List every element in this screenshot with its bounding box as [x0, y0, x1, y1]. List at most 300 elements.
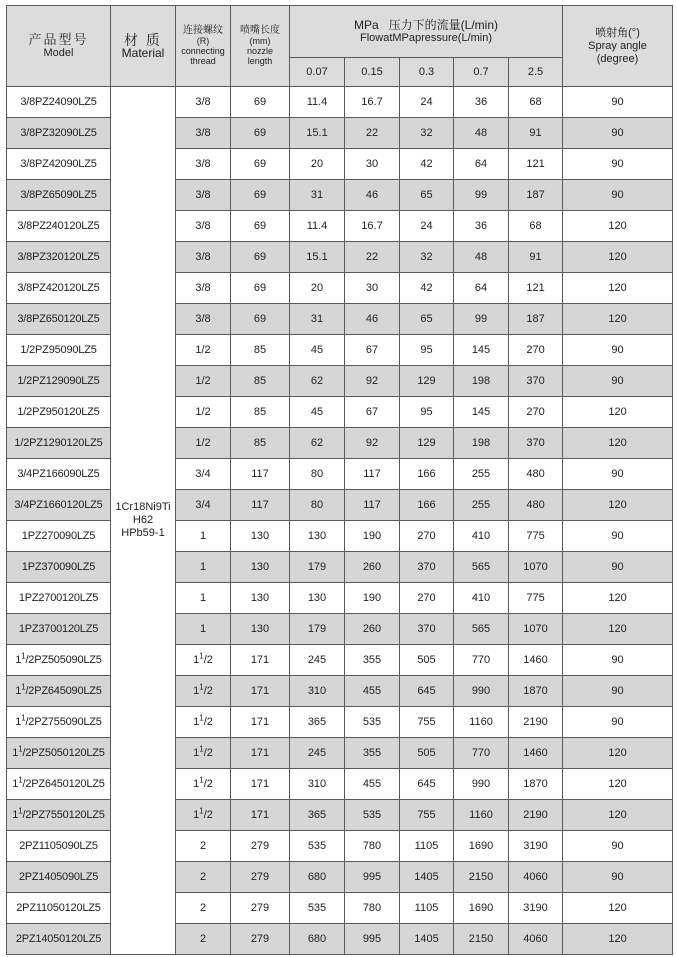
cell-flow [454, 180, 509, 211]
thread-whole: 2 [199, 839, 207, 852]
cell-flow [345, 459, 400, 490]
table-row [7, 490, 673, 521]
length-value: 85 [253, 405, 267, 418]
cell-flow [345, 180, 400, 211]
cell-thread [176, 273, 231, 304]
cell-angle [563, 149, 673, 180]
header-material-en: Material [121, 45, 165, 60]
length-value: 117 [251, 467, 269, 480]
length-value: 171 [250, 808, 270, 821]
cell-flow [454, 242, 509, 273]
length-value: 69 [253, 250, 267, 263]
cell-thread [176, 428, 231, 459]
flow-value: 92 [365, 436, 379, 449]
cell-angle [563, 242, 673, 273]
flow-value: 1405 [414, 932, 439, 945]
cell-flow [454, 335, 509, 366]
flow-value: 11.4 [306, 219, 328, 232]
cell-length [231, 924, 290, 955]
model-code: 3/8PZ420120LZ5 [17, 281, 100, 294]
cell-flow [400, 242, 454, 273]
flow-value: 166 [417, 498, 436, 511]
angle-value: 120 [608, 498, 627, 511]
flow-value: 310 [307, 684, 327, 697]
cell-flow [345, 893, 400, 924]
model-code: 3/8PZ65090LZ5 [20, 188, 97, 201]
header-pressure: 2.5 [509, 58, 563, 87]
flow-value: 48 [474, 250, 488, 263]
cell-length [231, 800, 290, 831]
thread-whole: 3/8 [195, 95, 211, 108]
flow-value: 270 [526, 343, 545, 356]
model-code: 1PZ2700120LZ5 [18, 591, 99, 604]
thread-whole: 3/8 [195, 157, 211, 170]
cell-flow [290, 459, 345, 490]
model-code: 1/2PZ950120LZ5 [17, 405, 100, 418]
cell-flow [509, 676, 563, 707]
cell-thread [176, 738, 231, 769]
cell-flow [509, 893, 563, 924]
header-flow [290, 6, 563, 58]
table-body [7, 87, 673, 955]
header-thread-cn: 连接螺纹 [183, 25, 223, 36]
thread-whole: 3/8 [195, 250, 211, 263]
flow-value: 129 [417, 374, 436, 387]
cell-flow [509, 428, 563, 459]
header-angle-en2: (degree) [596, 52, 639, 65]
flow-value: 42 [420, 281, 433, 294]
cell-flow [509, 180, 563, 211]
cell-flow [454, 211, 509, 242]
cell-model [7, 893, 111, 924]
flow-value: 245 [307, 746, 327, 759]
flow-value: 565 [471, 622, 491, 635]
thread-fraction: /2 [203, 808, 213, 821]
angle-value: 90 [611, 374, 624, 387]
cell-angle [563, 366, 673, 397]
flow-value: 16.7 [361, 95, 383, 108]
cell-angle [563, 490, 673, 521]
cell-thread [176, 800, 231, 831]
cell-flow [509, 87, 563, 118]
angle-value: 90 [611, 529, 624, 542]
flow-value: 166 [417, 467, 436, 480]
cell-flow [400, 924, 454, 955]
cell-flow [509, 831, 563, 862]
cell-flow [400, 428, 454, 459]
cell-flow [290, 831, 345, 862]
model-code: 2PZ1105090LZ5 [19, 839, 98, 852]
cell-flow [290, 924, 345, 955]
length-value: 130 [250, 622, 270, 635]
material-line: 1Cr18Ni9Ti [115, 501, 171, 513]
cell-flow [290, 242, 345, 273]
length-value: 171 [250, 684, 270, 697]
table-row [7, 211, 673, 242]
model-code: /2PZ645090LZ5 [25, 684, 102, 697]
cell-flow [400, 862, 454, 893]
cell-flow [454, 862, 509, 893]
cell-flow [509, 149, 563, 180]
cell-flow [509, 521, 563, 552]
flow-value: 190 [362, 529, 382, 542]
cell-thread [176, 521, 231, 552]
header-flow-cn: MPa 压力下的流量(L/min) [354, 18, 499, 32]
flow-value: 995 [362, 932, 382, 945]
cell-angle [563, 87, 673, 118]
thread-fraction: /2 [203, 715, 213, 728]
cell-angle [563, 924, 673, 955]
model-code: 2PZ11050120LZ5 [16, 901, 101, 914]
flow-value: 1105 [414, 901, 439, 914]
cell-flow [509, 583, 563, 614]
angle-value: 90 [611, 343, 624, 356]
cell-flow [454, 924, 509, 955]
header-material-cn: 材 质 [124, 31, 162, 48]
thread-whole: 1 [193, 808, 200, 821]
header-angle-en1: Spray angle [588, 39, 647, 52]
flow-value: 310 [307, 777, 327, 790]
angle-value: 120 [608, 281, 627, 294]
length-value: 69 [253, 219, 267, 232]
cell-model [7, 924, 111, 955]
model-prefix: 1 [15, 684, 22, 697]
flow-value: 129 [417, 436, 436, 449]
cell-flow [400, 521, 454, 552]
model-code: /2PZ505090LZ5 [25, 653, 102, 666]
cell-model [7, 149, 111, 180]
model-code: 3/8PZ42090LZ5 [20, 157, 97, 170]
flow-value: 95 [420, 405, 433, 418]
flow-value: 42 [420, 157, 433, 170]
header-length-en2: length [247, 56, 273, 66]
cell-flow [454, 800, 509, 831]
cell-angle [563, 397, 673, 428]
flow-value: 255 [471, 467, 491, 480]
thread-whole: 2 [199, 870, 207, 883]
length-value: 85 [253, 374, 267, 387]
cell-model [7, 614, 111, 645]
flow-value: 535 [362, 715, 382, 728]
cell-flow [509, 242, 563, 273]
angle-value: 120 [608, 901, 627, 914]
cell-length [231, 893, 290, 924]
cell-thread [176, 211, 231, 242]
cell-model [7, 831, 111, 862]
header-thread-unit: (R) [196, 36, 210, 46]
flow-value: 46 [365, 312, 379, 325]
cell-angle [563, 180, 673, 211]
flow-value: 755 [417, 715, 436, 728]
angle-value: 120 [608, 591, 627, 604]
cell-thread [176, 552, 231, 583]
angle-value: 90 [611, 870, 624, 883]
table-row [7, 242, 673, 273]
flow-value: 48 [474, 126, 488, 139]
model-superscript: 1 [21, 650, 26, 660]
cell-angle [563, 521, 673, 552]
cell-thread [176, 149, 231, 180]
header-pressure: 0.15 [345, 58, 400, 87]
cell-flow [345, 149, 400, 180]
cell-thread [176, 118, 231, 149]
cell-model [7, 397, 111, 428]
cell-angle [563, 335, 673, 366]
flow-value: 24 [420, 219, 433, 232]
thread-whole: 1 [199, 591, 207, 604]
model-superscript: 1 [21, 681, 26, 691]
flow-value: 99 [474, 312, 488, 325]
cell-thread [176, 769, 231, 800]
cell-flow [400, 769, 454, 800]
cell-flow [345, 769, 400, 800]
flow-value: 1105 [414, 839, 439, 852]
flow-value: 32 [420, 126, 433, 139]
header-model [7, 6, 111, 87]
thread-whole: 3/8 [195, 219, 211, 232]
length-value: 117 [251, 498, 269, 511]
model-code: /2PZ5050120LZ5 [22, 746, 105, 759]
length-value: 279 [250, 839, 270, 852]
table-row [7, 397, 673, 428]
table-row [7, 614, 673, 645]
cell-thread [176, 831, 231, 862]
flow-value: 1070 [523, 622, 548, 635]
cell-flow [290, 800, 345, 831]
flow-value: 2190 [523, 715, 548, 728]
model-code: 1/2PZ95090LZ5 [20, 343, 97, 356]
cell-angle [563, 428, 673, 459]
header-angle [563, 6, 673, 87]
cell-flow [400, 118, 454, 149]
flow-value: 67 [365, 343, 379, 356]
angle-value: 120 [608, 250, 627, 263]
flow-value: 46 [365, 188, 379, 201]
cell-flow [290, 521, 345, 552]
thread-whole: 1 [193, 777, 200, 790]
flow-value: 15.1 [306, 250, 328, 263]
flow-value: 645 [417, 684, 436, 697]
flow-value: 11.4 [306, 95, 328, 108]
cell-angle [563, 583, 673, 614]
flow-value: 3190 [523, 839, 548, 852]
cell-flow [454, 831, 509, 862]
thread-whole: 3/8 [195, 312, 211, 325]
flow-value: 255 [471, 498, 491, 511]
flow-value: 1690 [468, 839, 494, 852]
flow-value: 1870 [523, 777, 548, 790]
cell-flow [454, 645, 509, 676]
flow-value: 370 [417, 560, 436, 573]
flow-value: 62 [310, 374, 324, 387]
flow-value: 370 [526, 374, 545, 387]
header-flow-en: FlowatMPapressure(L/min) [359, 32, 493, 44]
length-value: 69 [253, 281, 267, 294]
cell-flow [290, 149, 345, 180]
cell-flow [454, 893, 509, 924]
cell-length [231, 242, 290, 273]
cell-flow [509, 211, 563, 242]
cell-flow [454, 428, 509, 459]
flow-value: 535 [362, 808, 382, 821]
cell-angle [563, 893, 673, 924]
thread-superscript: 1 [199, 805, 204, 815]
cell-flow [400, 552, 454, 583]
thread-fraction: /2 [203, 653, 213, 666]
thread-whole: 1 [193, 684, 200, 697]
cell-flow [345, 862, 400, 893]
length-value: 85 [253, 343, 267, 356]
flow-value: 505 [417, 653, 436, 666]
length-value: 171 [250, 777, 270, 790]
cell-model [7, 366, 111, 397]
model-prefix: 1 [12, 777, 19, 790]
cell-angle [563, 304, 673, 335]
cell-model [7, 738, 111, 769]
thread-whole: 1 [193, 746, 200, 759]
table-header [7, 6, 673, 87]
cell-length [231, 459, 290, 490]
angle-value: 120 [608, 312, 627, 325]
cell-flow [400, 87, 454, 118]
cell-flow [509, 645, 563, 676]
table-row [7, 521, 673, 552]
length-value: 69 [253, 95, 267, 108]
header-pressure: 0.7 [454, 58, 509, 87]
cell-length [231, 180, 290, 211]
cell-flow [290, 180, 345, 211]
flow-value: 20 [310, 157, 324, 170]
cell-flow [509, 707, 563, 738]
cell-model [7, 428, 111, 459]
flow-value: 535 [307, 901, 327, 914]
cell-thread [176, 645, 231, 676]
flow-value: 755 [417, 808, 436, 821]
cell-flow [509, 459, 563, 490]
model-code: /2PZ755090LZ5 [25, 715, 102, 728]
thread-superscript: 1 [199, 650, 204, 660]
thread-superscript: 1 [199, 743, 204, 753]
cell-flow [400, 645, 454, 676]
cell-flow [290, 707, 345, 738]
flow-value: 145 [471, 343, 491, 356]
flow-value: 775 [526, 529, 545, 542]
flow-value: 92 [365, 374, 379, 387]
thread-superscript: 1 [199, 712, 204, 722]
cell-flow [345, 614, 400, 645]
cell-flow [345, 304, 400, 335]
cell-flow [290, 211, 345, 242]
cell-flow [400, 366, 454, 397]
length-value: 69 [253, 157, 267, 170]
angle-value: 120 [608, 622, 627, 635]
thread-whole: 3/4 [195, 498, 211, 511]
flow-value: 260 [362, 622, 382, 635]
cell-flow [400, 893, 454, 924]
cell-flow [345, 521, 400, 552]
thread-fraction: /2 [203, 777, 213, 790]
flow-value: 1405 [414, 870, 439, 883]
cell-flow [400, 304, 454, 335]
thread-whole: 2 [199, 932, 207, 945]
cell-flow [400, 676, 454, 707]
flow-value: 80 [310, 498, 324, 511]
cell-length [231, 676, 290, 707]
cell-flow [509, 738, 563, 769]
table-row [7, 676, 673, 707]
flow-value: 990 [471, 777, 491, 790]
flow-value: 130 [307, 529, 327, 542]
cell-flow [345, 707, 400, 738]
cell-angle [563, 211, 673, 242]
cell-thread [176, 490, 231, 521]
cell-length [231, 614, 290, 645]
cell-angle [563, 645, 673, 676]
cell-thread [176, 180, 231, 211]
cell-model [7, 645, 111, 676]
table-row [7, 707, 673, 738]
thread-whole: 1 [193, 715, 200, 728]
cell-flow [454, 397, 509, 428]
cell-length [231, 862, 290, 893]
length-value: 279 [250, 901, 270, 914]
cell-angle [563, 118, 673, 149]
thread-whole: 3/8 [195, 126, 211, 139]
length-value: 85 [253, 436, 267, 449]
cell-flow [454, 738, 509, 769]
cell-angle [563, 862, 673, 893]
cell-length [231, 769, 290, 800]
flow-value: 62 [310, 436, 324, 449]
header-thread-en2: thread [190, 56, 216, 66]
table-row [7, 304, 673, 335]
model-prefix: 1 [12, 746, 19, 759]
cell-model [7, 304, 111, 335]
cell-flow [454, 490, 509, 521]
cell-flow [345, 831, 400, 862]
cell-flow [400, 273, 454, 304]
cell-flow [509, 118, 563, 149]
flow-value: 1070 [523, 560, 548, 573]
cell-model [7, 87, 111, 118]
flow-value: 770 [471, 653, 491, 666]
cell-flow [454, 614, 509, 645]
model-code: 1PZ3700120LZ5 [18, 622, 99, 635]
cell-flow [345, 397, 400, 428]
model-code: 1PZ370090LZ5 [21, 560, 96, 573]
flow-value: 45 [310, 343, 324, 356]
model-superscript: 1 [21, 712, 26, 722]
flow-value: 245 [307, 653, 327, 666]
flow-value: 270 [417, 529, 436, 542]
cell-flow [454, 366, 509, 397]
thread-whole: 1 [199, 622, 207, 635]
cell-model [7, 583, 111, 614]
table-row [7, 118, 673, 149]
cell-flow [345, 428, 400, 459]
cell-angle [563, 614, 673, 645]
flow-value: 91 [529, 126, 542, 139]
cell-flow [400, 800, 454, 831]
flow-value: 31 [310, 312, 324, 325]
model-code: 1/2PZ129090LZ5 [17, 374, 100, 387]
angle-value: 90 [611, 188, 624, 201]
cell-model [7, 180, 111, 211]
cell-flow [345, 366, 400, 397]
cell-flow [345, 273, 400, 304]
thread-whole: 2 [199, 901, 207, 914]
length-value: 279 [250, 870, 270, 883]
